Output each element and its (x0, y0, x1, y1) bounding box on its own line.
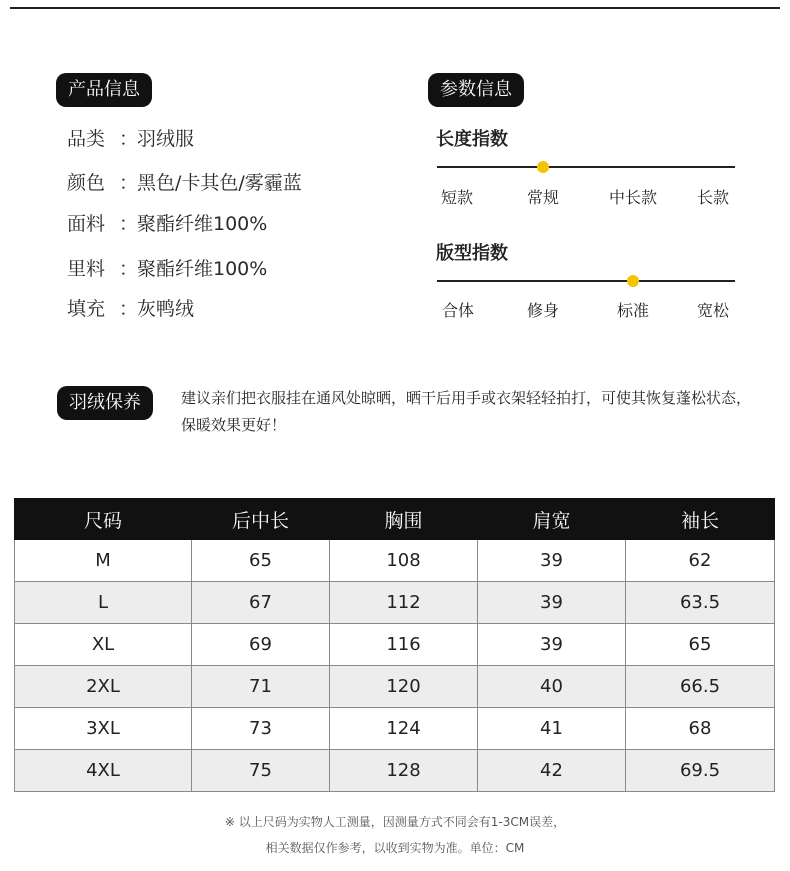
table-cell: M (15, 540, 192, 582)
table-cell: 108 (330, 540, 478, 582)
table-cell: 112 (330, 582, 478, 624)
table-cell: 66.5 (626, 666, 775, 708)
table-row (15, 750, 775, 792)
table-cell: 65 (626, 624, 775, 666)
length-index-marker (537, 161, 549, 173)
info-key: 颜色 (67, 172, 106, 194)
product-info-title: 产品信息 (56, 73, 152, 107)
fit-label: 宽松 (697, 301, 730, 320)
info-key: 品类 (67, 128, 106, 150)
length-index-scale (437, 166, 735, 168)
info-value: 聚酯纤维100% (137, 258, 268, 280)
length-label: 长款 (697, 188, 730, 207)
size-table (14, 498, 775, 792)
table-cell: 69 (192, 624, 330, 666)
info-row-category (67, 124, 194, 151)
table-cell: 124 (330, 708, 478, 750)
fit-label: 合体 (442, 301, 475, 320)
info-row-lining (67, 254, 267, 281)
info-sep: ： (119, 128, 139, 150)
info-sep: ： (119, 213, 139, 235)
header-size: 尺码 (15, 499, 192, 540)
table-cell: 128 (330, 750, 478, 792)
info-key: 里料 (67, 258, 106, 280)
header-shoulder: 肩宽 (478, 499, 626, 540)
info-value: 羽绒服 (137, 128, 195, 150)
table-row (15, 624, 775, 666)
table-cell: 4XL (15, 750, 192, 792)
size-table-header (15, 499, 775, 540)
table-cell: 41 (478, 708, 626, 750)
fit-index-marker (627, 275, 639, 287)
table-cell: 69.5 (626, 750, 775, 792)
info-row-filling (67, 294, 194, 321)
length-index-title: 长度指数 (436, 129, 508, 150)
table-cell: 2XL (15, 666, 192, 708)
info-sep: ： (119, 172, 139, 194)
table-cell: 39 (478, 624, 626, 666)
info-value: 灰鸭绒 (137, 298, 195, 320)
info-value: 聚酯纤维100% (137, 213, 268, 235)
info-row-fabric (67, 209, 267, 236)
top-divider (10, 7, 780, 9)
fit-label: 标准 (617, 301, 650, 320)
fit-label: 修身 (527, 301, 560, 320)
table-cell: 39 (478, 540, 626, 582)
care-title: 羽绒保养 (57, 386, 153, 420)
table-cell: 40 (478, 666, 626, 708)
table-cell: 3XL (15, 708, 192, 750)
length-label: 常规 (527, 188, 560, 207)
length-label: 短款 (441, 188, 474, 207)
table-row (15, 708, 775, 750)
table-cell: 42 (478, 750, 626, 792)
table-cell: 67 (192, 582, 330, 624)
table-cell: 39 (478, 582, 626, 624)
table-cell: 73 (192, 708, 330, 750)
table-cell: 116 (330, 624, 478, 666)
table-cell: 65 (192, 540, 330, 582)
info-key: 填充 (67, 298, 106, 320)
header-chest: 胸围 (330, 499, 478, 540)
table-row (15, 666, 775, 708)
header-sleeve: 袖长 (626, 499, 775, 540)
table-cell: 120 (330, 666, 478, 708)
info-key: 面料 (67, 213, 106, 235)
table-row (15, 582, 775, 624)
care-text: 建议亲们把衣服挂在通风处晾晒，晒干后用手或衣架轻轻拍打，可使其恢复蓬松状态，保暖效果更好！ (181, 389, 752, 434)
fit-index-title: 版型指数 (436, 243, 508, 264)
info-sep: ： (119, 258, 139, 280)
table-cell: L (15, 582, 192, 624)
table-cell: 62 (626, 540, 775, 582)
info-row-color (67, 168, 302, 195)
fit-index-scale (437, 280, 735, 282)
param-info-title: 参数信息 (428, 73, 524, 107)
table-cell: 68 (626, 708, 775, 750)
length-label: 中长款 (609, 188, 658, 207)
measurement-note: ※ 以上尺码为实物人工测量，因测量方式不同会有1-3CM误差， (224, 815, 566, 829)
info-sep: ： (119, 298, 139, 320)
table-cell: 71 (192, 666, 330, 708)
reference-note: 相关数据仅作参考，以收到实物为准。单位：CM (265, 841, 525, 855)
header-back-length: 后中长 (192, 499, 330, 540)
table-cell: XL (15, 624, 192, 666)
table-row (15, 540, 775, 582)
info-value: 黑色/卡其色/雾霾蓝 (137, 172, 302, 194)
table-cell: 63.5 (626, 582, 775, 624)
table-cell: 75 (192, 750, 330, 792)
